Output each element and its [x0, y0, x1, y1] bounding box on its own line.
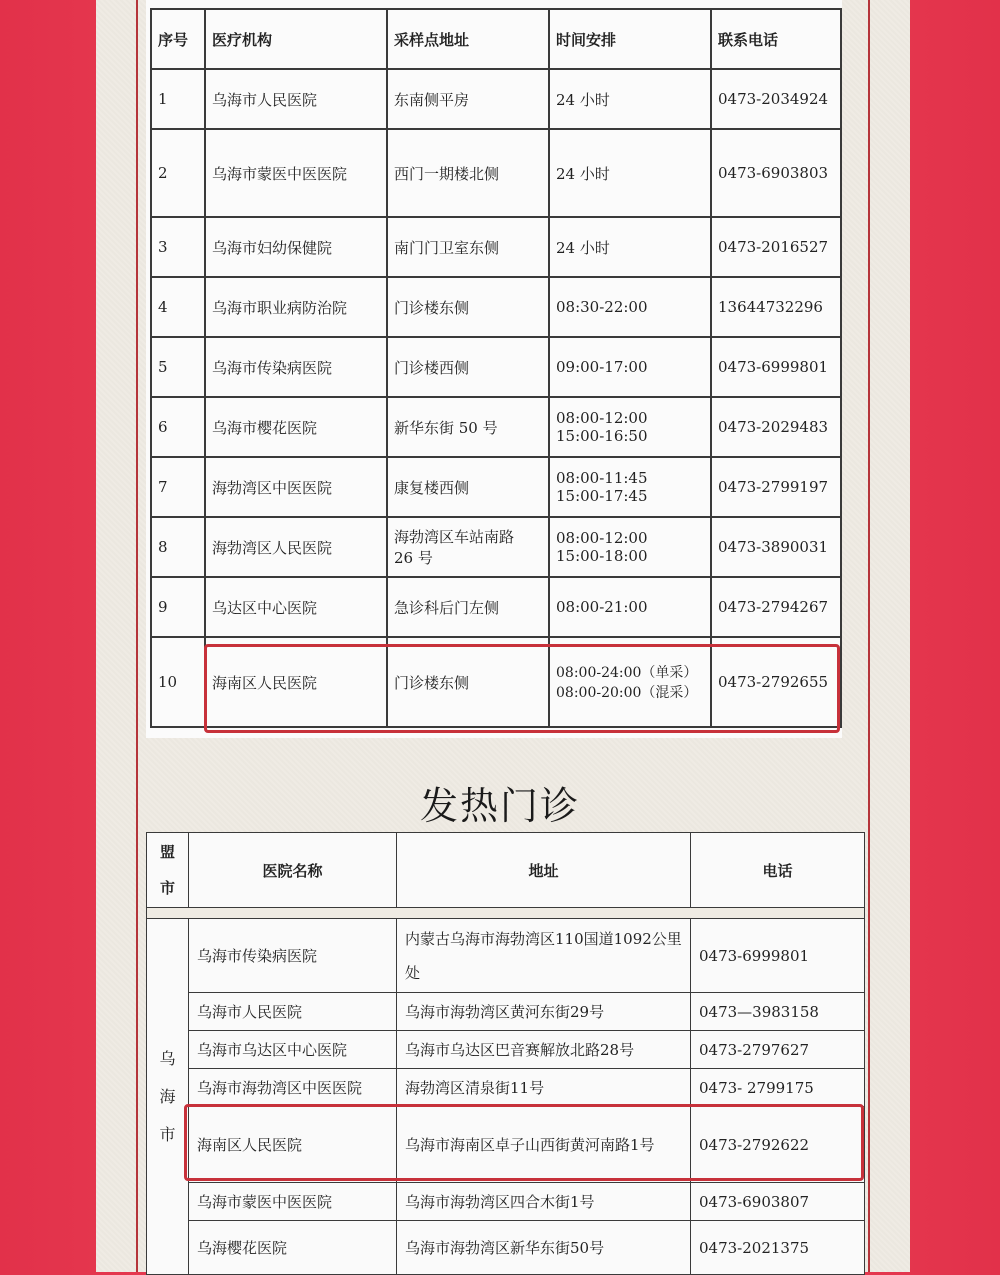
- row-addr: 南门门卫室东侧: [387, 217, 549, 277]
- right-red-rule: [868, 0, 870, 1272]
- table-row: [151, 457, 841, 517]
- row-phone: 0473-2799197: [711, 457, 841, 517]
- table-header-row: [147, 833, 865, 908]
- row-no: 4: [151, 277, 205, 337]
- row-org: 海勃湾区中医医院: [205, 457, 387, 517]
- table-row: [147, 1069, 865, 1107]
- header-phone: 电话: [691, 833, 865, 908]
- row-no: 8: [151, 517, 205, 577]
- highlight-box: [184, 1104, 864, 1181]
- row-addr: 西门一期楼北侧: [387, 129, 549, 217]
- table-row: [147, 919, 865, 993]
- row-time: 08:00-21:00: [549, 577, 711, 637]
- row-addr: 内蒙古乌海市海勃湾区110国道1092公里处: [397, 919, 691, 993]
- row-org: 海南区人民医院: [205, 637, 387, 727]
- row-no: 1: [151, 69, 205, 129]
- row-no: 9: [151, 577, 205, 637]
- row-addr: 海勃湾区清泉街11号: [397, 1069, 691, 1107]
- row-org: 乌海市蒙医中医医院: [205, 129, 387, 217]
- row-org: 乌海市职业病防治院: [205, 277, 387, 337]
- row-name: 乌海市海勃湾区中医医院: [189, 1069, 397, 1107]
- row-phone: 0473-6903807: [691, 1183, 865, 1221]
- row-phone: 0473-6999801: [691, 919, 865, 993]
- row-addr: 康复楼西侧: [387, 457, 549, 517]
- time-line: 08:00-11:45: [556, 469, 648, 487]
- addr-line: 26 号: [394, 549, 433, 567]
- row-name: 乌海市传染病医院: [189, 919, 397, 993]
- highlight-box: [204, 644, 840, 733]
- row-addr: 门诊楼东侧: [387, 277, 549, 337]
- table-row: [151, 517, 841, 577]
- row-no: 10: [151, 637, 205, 727]
- row-time: [549, 397, 711, 457]
- row-name: 乌海市乌达区中心医院: [189, 1031, 397, 1069]
- row-time: 08:30-22:00: [549, 277, 711, 337]
- row-addr: 乌海市海南区卓子山西街黄河南路1号: [397, 1107, 691, 1183]
- time-line: 15:00-18:00: [556, 547, 648, 565]
- row-phone: 0473-2021375: [691, 1221, 865, 1275]
- row-org: 乌海市妇幼保健院: [205, 217, 387, 277]
- time-line: 08:00-20:00（混采）: [556, 685, 698, 701]
- row-no: 3: [151, 217, 205, 277]
- row-addr: 乌海市海勃湾区四合木街1号: [397, 1183, 691, 1221]
- row-name: 海南区人民医院: [189, 1107, 397, 1183]
- table-row: [151, 277, 841, 337]
- row-phone: 0473- 2799175: [691, 1069, 865, 1107]
- row-phone: 0473-2016527: [711, 217, 841, 277]
- table-row: [151, 217, 841, 277]
- section-title: 发热门诊: [419, 784, 580, 828]
- table-row: [147, 1221, 865, 1275]
- time-line: 08:00-12:00: [556, 529, 648, 547]
- table-row: [151, 129, 841, 217]
- table-row: [147, 993, 865, 1031]
- row-phone: 0473-2029483: [711, 397, 841, 457]
- header-name: 医院名称: [189, 833, 397, 908]
- left-red-rule: [136, 0, 138, 1272]
- row-no: 2: [151, 129, 205, 217]
- row-no: 7: [151, 457, 205, 517]
- row-phone: 0473-2034924: [711, 69, 841, 129]
- table-row: [151, 397, 841, 457]
- row-org: 乌海市人民医院: [205, 69, 387, 129]
- row-addr: 乌海市海勃湾区黄河东街29号: [397, 993, 691, 1031]
- row-phone: 13644732296: [711, 277, 841, 337]
- row-time: 09:00-17:00: [549, 337, 711, 397]
- row-addr: 急诊科后门左侧: [387, 577, 549, 637]
- time-line: 08:00-24:00（单采）: [556, 665, 698, 681]
- row-time: 24 小时: [549, 217, 711, 277]
- row-time: 24 小时: [549, 129, 711, 217]
- header-addr: 地址: [397, 833, 691, 908]
- row-no: 5: [151, 337, 205, 397]
- fever-clinic-table: [146, 832, 865, 1275]
- row-org: 海勃湾区人民医院: [205, 517, 387, 577]
- row-addr: 门诊楼西侧: [387, 337, 549, 397]
- row-addr: 新华东街 50 号: [387, 397, 549, 457]
- row-name: 乌海樱花医院: [189, 1221, 397, 1275]
- row-org: 乌海市传染病医院: [205, 337, 387, 397]
- row-org: 乌达区中心医院: [205, 577, 387, 637]
- city-cell: 乌海市: [147, 919, 189, 1275]
- time-line: 15:00-17:45: [556, 487, 648, 505]
- header-org: 医疗机构: [205, 9, 387, 69]
- row-addr: 东南侧平房: [387, 69, 549, 129]
- table-header-row: [151, 9, 841, 69]
- row-addr: 乌海市乌达区巴音赛解放北路28号: [397, 1031, 691, 1069]
- row-addr: 乌海市海勃湾区新华东街50号: [397, 1221, 691, 1275]
- row-no: 6: [151, 397, 205, 457]
- header-phone: 联系电话: [711, 9, 841, 69]
- row-phone: 0473-2792622: [691, 1107, 865, 1183]
- table-row: [151, 337, 841, 397]
- table-row: [151, 69, 841, 129]
- table-row: [147, 1031, 865, 1069]
- table-row: [151, 577, 841, 637]
- row-addr: 门诊楼东侧: [387, 637, 549, 727]
- header-city: 盟市: [147, 833, 189, 908]
- time-line: 08:00-12:00: [556, 409, 648, 427]
- row-phone: 0473-2797627: [691, 1031, 865, 1069]
- row-time: [549, 517, 711, 577]
- row-name: 乌海市蒙医中医医院: [189, 1183, 397, 1221]
- row-org: 乌海市樱花医院: [205, 397, 387, 457]
- row-phone: 0473-6999801: [711, 337, 841, 397]
- row-phone: 0473-6903803: [711, 129, 841, 217]
- row-addr: [387, 517, 549, 577]
- row-phone: 0473-3890031: [711, 517, 841, 577]
- row-name: 乌海市人民医院: [189, 993, 397, 1031]
- row-time: [549, 457, 711, 517]
- addr-line: 海勃湾区车站南路: [394, 528, 515, 546]
- header-no: 序号: [151, 9, 205, 69]
- row-phone: 0473-2792655: [711, 637, 841, 727]
- header-addr: 采样点地址: [387, 9, 549, 69]
- row-phone: 0473-2794267: [711, 577, 841, 637]
- row-phone: 0473—3983158: [691, 993, 865, 1031]
- spacer-row: [147, 908, 865, 919]
- row-time: 24 小时: [549, 69, 711, 129]
- table-row: [147, 1183, 865, 1221]
- sampling-sites-table: [150, 8, 842, 728]
- header-time: 时间安排: [549, 9, 711, 69]
- time-line: 15:00-16:50: [556, 427, 648, 445]
